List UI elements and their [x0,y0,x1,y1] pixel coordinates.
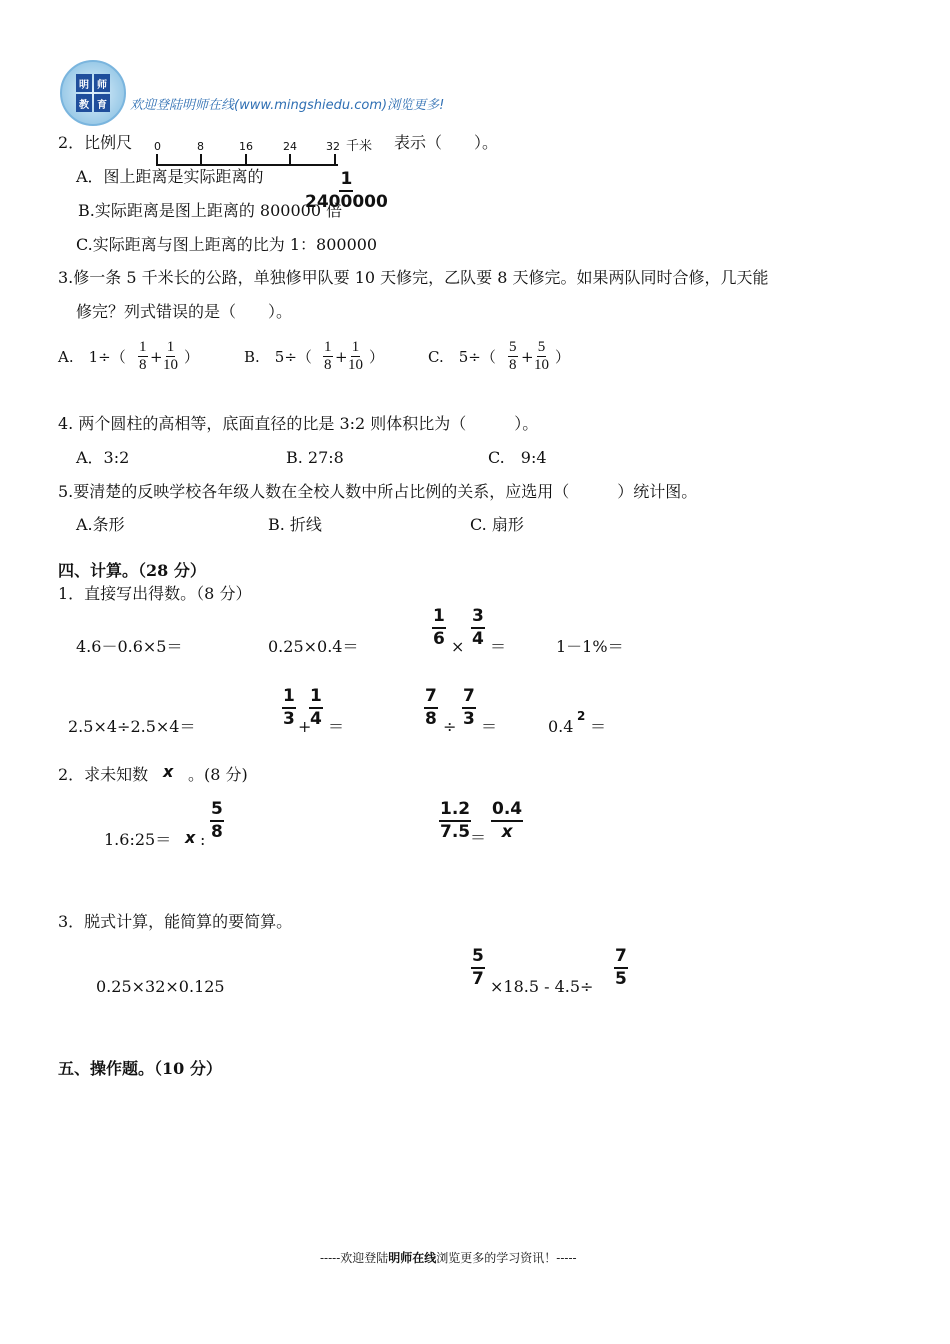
footer [320,1252,577,1264]
fraction: $\frac{7}{5}$ [615,946,627,989]
q3-line2: 修完？列式错误的是（ ）。 [76,302,293,321]
ruler-tick-label: 24 [283,140,297,153]
ruler-tick-label: 8 [197,140,204,153]
paren-close: ） [184,348,200,366]
q3-option-a: A. 1÷（ [58,348,126,366]
plus-sign: + [298,717,312,736]
fraction: $\frac{1}{6}$ [433,606,445,649]
q2-option-a: A．图上距离是实际距离的 [76,167,264,186]
equation-1: 1.6:25＝ [104,830,172,849]
ruler-tick-label: 16 [239,140,253,153]
q2-label: 2．比例尺 [58,133,133,152]
section-4-sub2-tail: 。(8 分) [188,765,248,784]
q4-option-b: B. 27:8 [286,448,344,467]
q5-line: 5.要清楚的反映学校各年级人数在全校人数中所占比例的关系，应选用（ ）统计图。 [58,482,698,501]
calc-r1c4: 1－1%＝ [556,637,624,656]
calc-r1c2: 0.25×0.4＝ [268,637,359,656]
fraction: $\frac{7}{8}$ [425,686,437,729]
fraction: $\frac{5}{7}$ [472,946,484,989]
calc-3-2: ×18.5 - 4.5÷ [490,977,594,996]
footer-brand: 明师在线 [388,1251,437,1265]
ratio-colon: : [200,830,206,849]
logo-char: 教 [76,94,92,112]
fraction-numerator: 1 [339,171,353,192]
logo-char: 育 [94,94,110,112]
paren-close: ） [555,348,571,366]
ruler-tick-label: 0 [154,140,161,153]
fraction: $\frac{0.4}{x}$ [492,799,523,842]
logo [60,60,126,126]
fraction: $\frac{1}{4}$ [310,686,322,729]
fraction: $\frac{1}{10}$ [348,339,363,373]
fraction: $\frac{5}{10}$ [534,339,549,373]
section-4-title: 四、计算。（28 分） [58,561,206,580]
q4-line: 4. 两个圆柱的高相等，底面直径的比是 3:2 则体积比为（ ）。 [58,414,539,433]
footer-pre: -----欢迎登陆 [320,1251,389,1265]
q5-option-a: A.条形 [76,515,125,534]
divide-sign: ÷ [443,717,457,736]
logo-char: 明 [76,74,92,92]
fraction: $\frac{3}{4}$ [472,606,484,649]
equals-sign: ＝ [490,637,507,656]
ruler-tick-label: 32 [326,140,340,153]
q2-option-c: C.实际距离与图上距离的比为 1：800000 [76,235,378,254]
q3-option-b: B. 5÷（ [244,348,312,366]
unknown-x: x [185,828,196,847]
ruler-unit: 千米 [346,139,373,154]
fraction: $\frac{1}{10}$ [163,339,178,373]
fraction: $\frac{1}{3}$ [283,686,295,729]
section-4-sub1: 1．直接写出得数。（8 分） [58,584,252,603]
calc-r2c4-base: 0.4 [548,717,574,736]
fraction: $\frac{5}{8}$ [211,799,223,842]
times-sign: × [451,637,465,656]
q2-tail: 表示（ ）。 [394,133,499,152]
section-5-title: 五、操作题。（10 分） [58,1059,222,1078]
logo-char: 师 [94,74,110,92]
section-4-sub3: 3．脱式计算，能简算的要简算。 [58,912,293,931]
equals-sign: ＝ [470,828,487,847]
fraction: $\frac{1}{8}$ [139,339,147,373]
unknown-x: x [163,762,174,781]
fraction: $\frac{1}{8}$ [324,339,332,373]
plus-sign: + [150,348,163,366]
plus-sign: + [335,348,348,366]
calc-r2c1: 2.5×4÷2.5×4＝ [68,717,196,736]
paren-close: ） [369,348,385,366]
equals-sign: ＝ [481,717,498,736]
plus-sign: + [521,348,534,366]
q4-option-c: C. 9:4 [488,448,547,467]
calc-r1c1: 4.6－0.6×5＝ [76,637,183,656]
fraction: $\frac{5}{8}$ [509,339,517,373]
q5-option-b: B. 折线 [268,515,322,534]
scale-ruler [150,140,350,170]
header-banner: 欢迎登陆明师在线(www.mingshiedu.com)浏览更多! [130,98,445,113]
fraction: $\frac{1.2}{7.5}$ [440,799,471,842]
exponent: 2 [577,709,586,723]
fraction: $\frac{7}{3}$ [463,686,475,729]
footer-post: 浏览更多的学习资讯！----- [436,1251,577,1265]
equals-sign: ＝ [328,717,345,736]
fraction-denominator: 2400000 [305,192,388,212]
calc-3-1: 0.25×32×0.125 [96,977,225,996]
q2-option-b: B.实际距离是图上距离的 800000 倍 [78,201,343,220]
q4-option-a: A．3:2 [76,448,130,467]
q3-line1: 3.修一条 5 千米长的公路，单独修甲队要 10 天修完，乙队要 8 天修完。如果两队同时合修，几天能 [58,268,769,287]
q3-option-c: C. 5÷（ [428,348,496,366]
equals-sign: ＝ [590,717,607,736]
section-4-sub2: 2．求未知数 [58,765,149,784]
q5-option-c: C. 扇形 [470,515,524,534]
